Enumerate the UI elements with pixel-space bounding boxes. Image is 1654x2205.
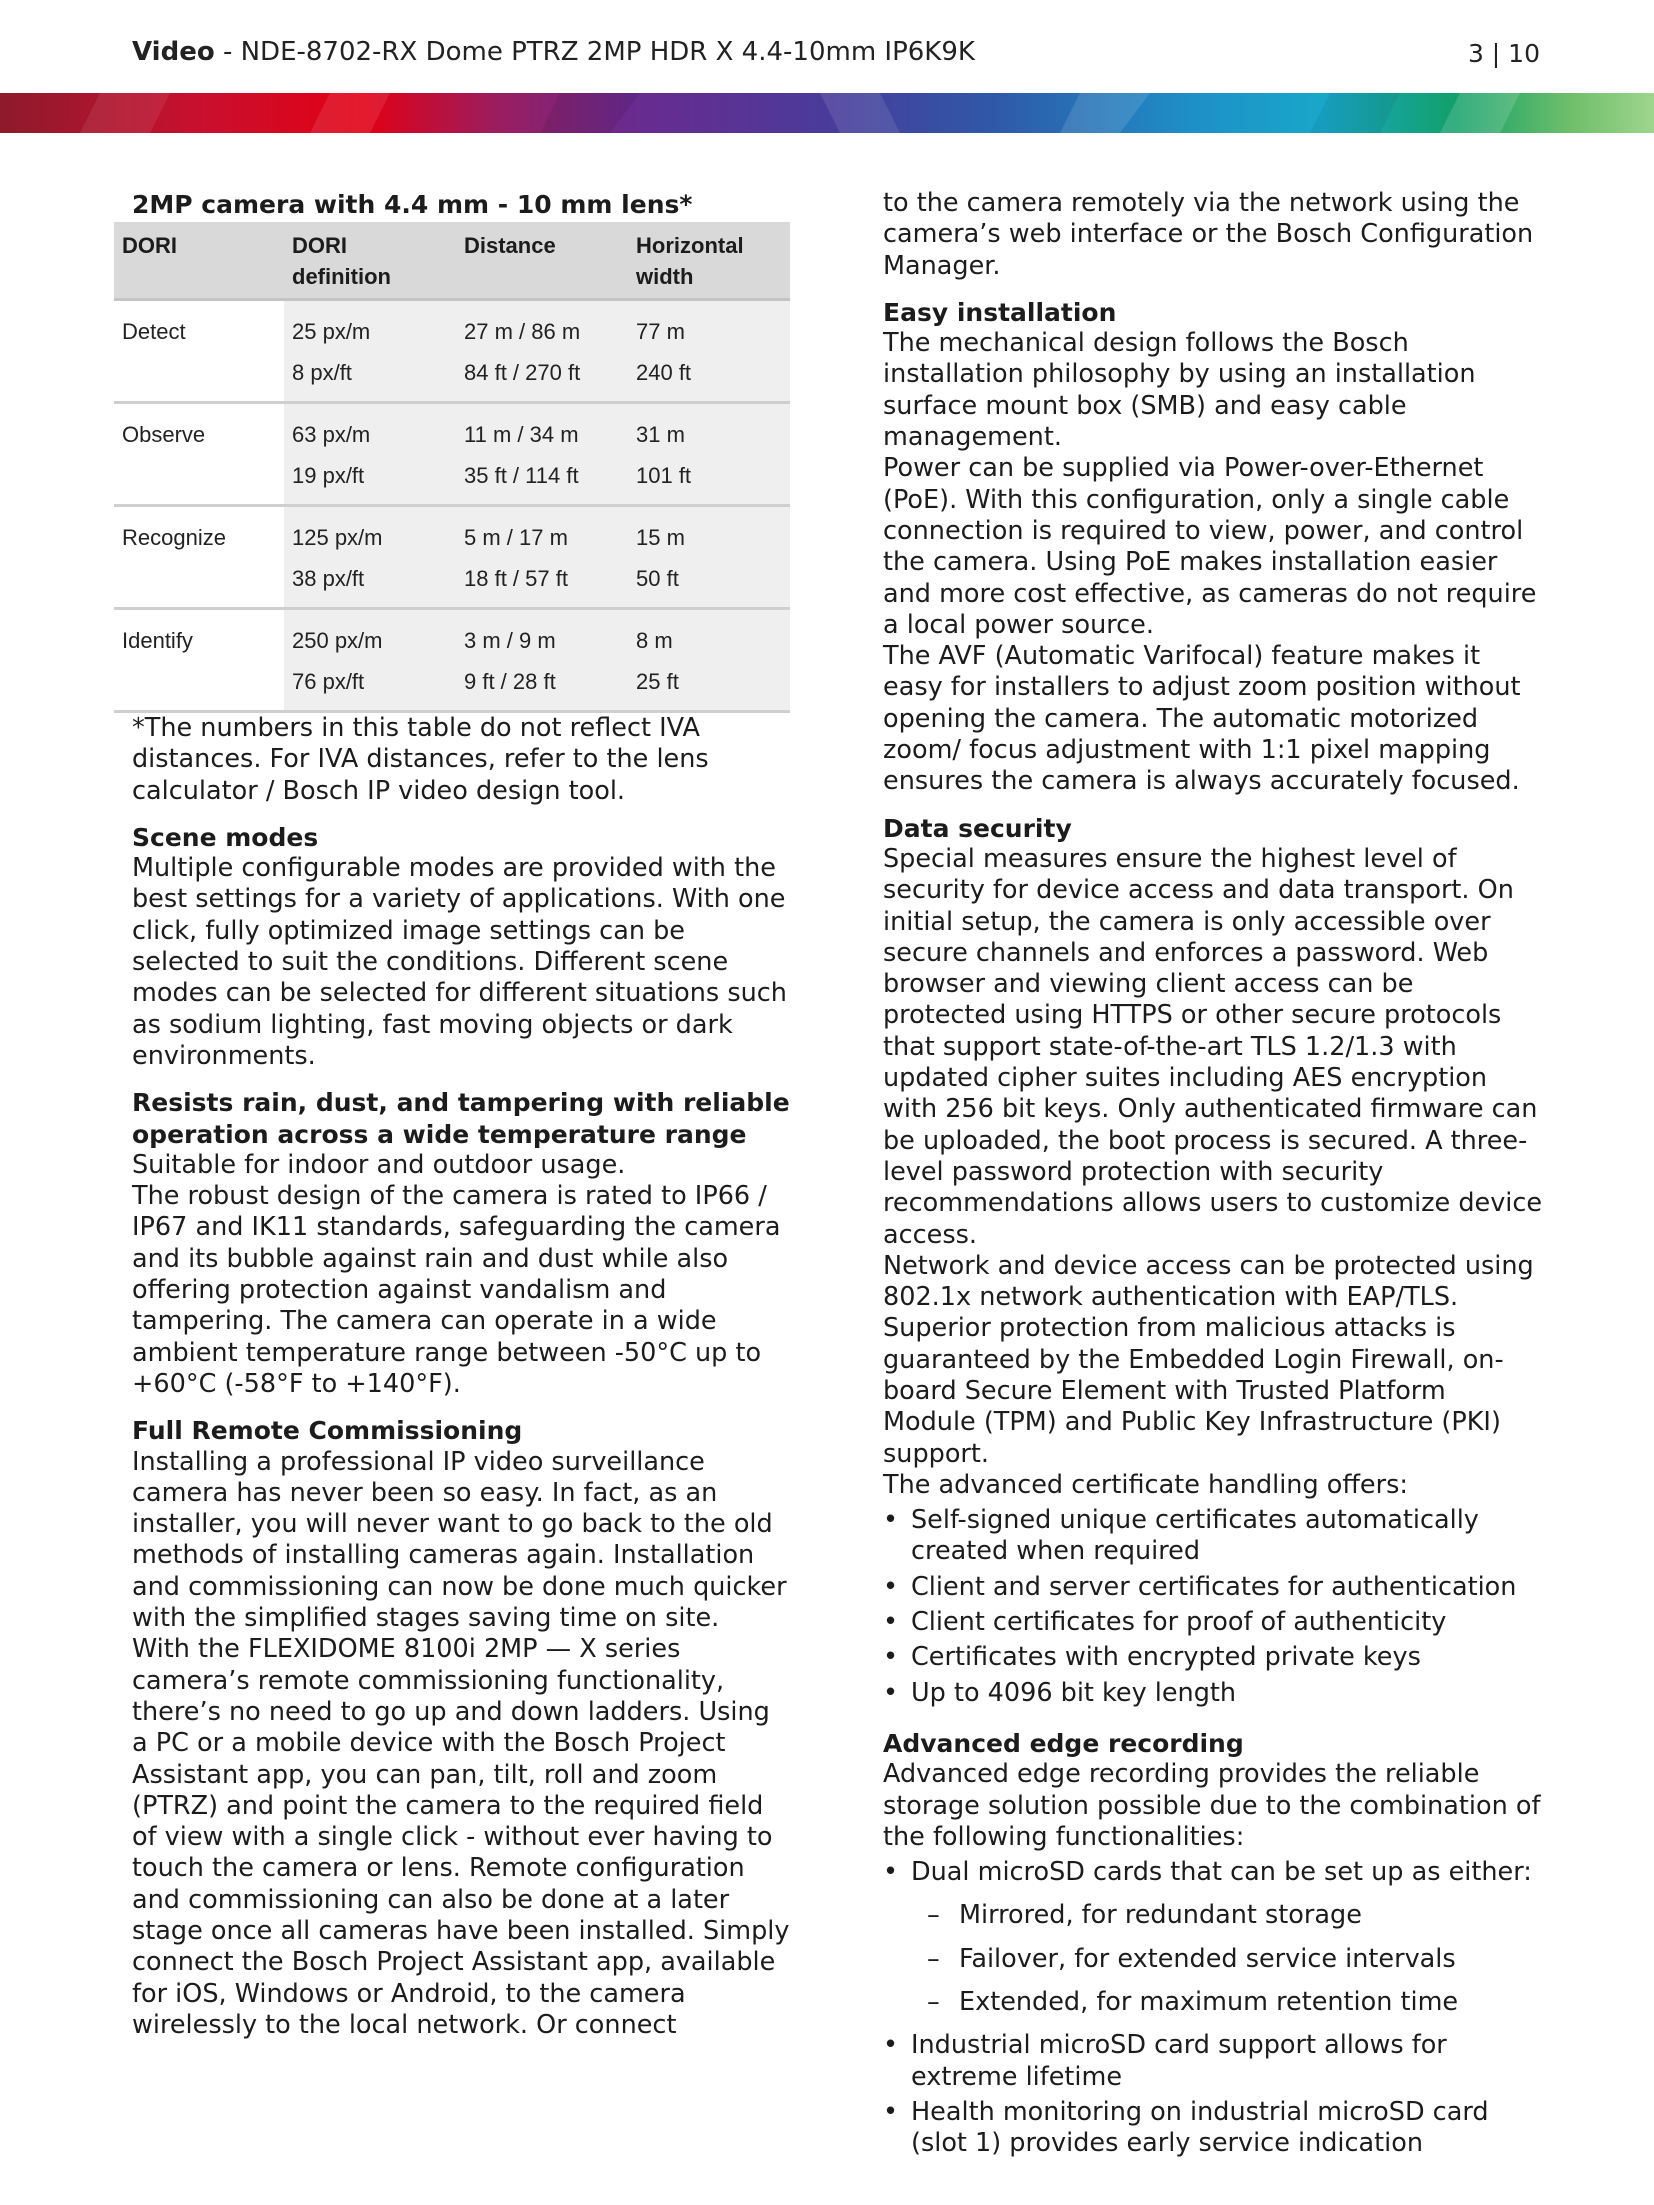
list-item: • Industrial microSD card support allows for extreme lifetime [883, 2030, 1543, 2093]
paragraph: Power can be supplied via Power-over-Ethernet (PoE). With this configuration, only a single cable connection is required to view, power, and control the camera. Using PoE makes installation easier and more cost effective, as cameras do not require a local power source. [883, 453, 1537, 640]
table-header-cell: DORI [114, 222, 284, 300]
list-item: • Up to 4096 bit key length [883, 1678, 1543, 1709]
section-heading-data-security: Data security [883, 813, 1072, 843]
dori-distance [456, 403, 628, 506]
paragraph: With the FLEXIDOME 8100i 2MP — X series camera’s remote commissioning functionality, there’s no need to go up and down ladders. Using a PC or a mobile device with the Bosch Project Assistant app, you can pan, tilt, roll and zoom (PTRZ) and point the camera to the required field of view with a single click - without ever having to touch the camera or lens. Remote configuration and commissioning can also be done at a later stage once all cameras have been installed. Simply connect the Bosch Project Assistant app, available for iOS, Windows or Android, to the camera wirelessly to the local network. Or connect [132, 1634, 790, 2040]
definition-metric: 250 px/m [292, 628, 383, 653]
definition-imperial: 38 px/ft [292, 566, 365, 591]
dori-distance [456, 609, 628, 712]
storage-mode-list [883, 1900, 1543, 2018]
dori-width [628, 300, 790, 403]
definition-metric: 25 px/m [292, 319, 371, 344]
list-item: • Client and server certificates for authentication [883, 1572, 1543, 1603]
dori-level: Detect [114, 300, 284, 403]
list-item: • Health monitoring on industrial microSD card (slot 1) provides early service indication [883, 2097, 1543, 2160]
definition-imperial: 19 px/ft [292, 463, 365, 488]
paragraph: Advanced edge recording provides the reliable storage solution possible due to the combination of the following functionalities: [883, 1759, 1541, 1852]
paragraph: Multiple configurable modes are provided with the best settings for a variety of applications. With one click, fully optimized image settings can be selected to suit the conditions. Different scene modes can be selected for different situations such as sodium lighting, fast moving objects or dark environments. [132, 853, 787, 1071]
section-heading-edge-recording: Advanced edge recording [883, 1728, 1244, 1758]
width-imperial: 240 ft [636, 360, 692, 385]
dori-level: Identify [114, 609, 284, 712]
table-row [114, 403, 790, 506]
list-item-text: Dual microSD cards that can be set up as either: [911, 1857, 1532, 1888]
paragraph: The mechanical design follows the Bosch installation philosophy by using an installation surface mount box (SMB) and easy cable management. [883, 328, 1476, 453]
width-metric: 8 m [636, 628, 673, 653]
paragraph: Installing a professional IP video surveillance camera has never been so easy. In fact, as an installer, you will never want to go back to the old methods of installing cameras again. Installation and commissioning can now be done much quicker with the simplified stages saving time on site. [132, 1446, 787, 1634]
width-metric: 77 m [636, 319, 685, 344]
dori-definition [284, 609, 456, 712]
paragraph: Special measures ensure the highest level of security for device access and data transport. On initial setup, the camera is only accessible over secure channels and enforces a password. Web browser and viewing client access can be protected using HTTPS or other secure protocols that support state-of-the-art TLS 1.2/1.3 with updated cipher suites including AES encryption with 256 bit keys. Only authenticated firmware can be uploaded, the boot process is secured. A three-level password protection with security recommendations allows users to customize device access. [883, 843, 1543, 1250]
width-imperial: 50 ft [636, 566, 679, 591]
distance-imperial: 18 ft / 57 ft [464, 566, 568, 591]
list-item: • Client certificates for proof of authenticity [883, 1607, 1543, 1638]
list-item [883, 1857, 1543, 2018]
list-subitem: – Extended, for maximum retention time [883, 1987, 1543, 2018]
table-row [114, 300, 790, 403]
table-row [114, 506, 790, 609]
paragraph: The AVF (Automatic Varifocal) feature makes it easy for installers to adjust zoom position without opening the camera. The automatic motorized zoom/ focus adjustment with 1:1 pixel mapping ensures the camera is always accurately focused. [883, 641, 1521, 797]
list-subitem: – Failover, for extended service intervals [883, 1944, 1543, 1975]
paragraph: Network and device access can be protected using 802.1x network authentication with EAP/TLS. [883, 1250, 1534, 1313]
distance-imperial: 35 ft / 114 ft [464, 463, 579, 488]
document-title [132, 34, 975, 70]
dori-distance [456, 506, 628, 609]
distance-imperial: 84 ft / 270 ft [464, 360, 581, 385]
dori-level: Recognize [114, 506, 284, 609]
paragraph: to the camera remotely via the network using the camera’s web interface or the Bosch Configuration Manager. [883, 188, 1534, 281]
width-metric: 15 m [636, 525, 685, 550]
section-heading-scene-modes: Scene modes [132, 822, 319, 852]
dori-definition [284, 506, 456, 609]
document-title-product: - NDE-8702-RX Dome PTRZ 2MP HDR X 4.4-10mm IP6K9K [214, 37, 975, 67]
paragraph: The advanced certificate handling offers: [883, 1469, 1408, 1500]
list-subitem: – Mirrored, for redundant storage [883, 1900, 1543, 1931]
definition-imperial: 8 px/ft [292, 360, 352, 385]
section-heading-resists-rain: Resists rain, dust, and tampering with reliable operation across a wide temperature range [132, 1088, 790, 1149]
list-item: • Self-signed unique certificates automatically created when required [883, 1505, 1543, 1568]
definition-metric: 63 px/m [292, 422, 371, 447]
width-metric: 31 m [636, 422, 685, 447]
section-heading-easy-installation: Easy installation [883, 297, 1117, 327]
brand-color-band [0, 93, 1654, 133]
distance-imperial: 9 ft / 28 ft [464, 669, 556, 694]
table-header-cell: Horizontal width [628, 222, 790, 300]
dori-width [628, 609, 790, 712]
right-column [883, 188, 1543, 2164]
distance-metric: 11 m / 34 m [464, 422, 579, 447]
table-row [114, 609, 790, 712]
dori-definition [284, 300, 456, 403]
dori-level: Observe [114, 403, 284, 506]
section-heading-remote-commissioning: Full Remote Commissioning [132, 1416, 523, 1446]
page-header [132, 34, 1540, 74]
paragraph: Superior protection from malicious attacks is guaranteed by the Embedded Login Firewall, on-board Secure Element with Trusted Platform Module (TPM) and Public Key Infrastructure (PKI) support. [883, 1313, 1504, 1469]
dori-distance [456, 300, 628, 403]
left-column [122, 188, 792, 2041]
table-header-cell: Distance [456, 222, 628, 300]
edge-recording-list [883, 1857, 1543, 2159]
list-item: • Certificates with encrypted private keys [883, 1642, 1543, 1673]
certificate-list [883, 1505, 1543, 1709]
definition-metric: 125 px/m [292, 525, 383, 550]
table-title: 2MP camera with 4.4 mm - 10 mm lens* [132, 190, 693, 219]
distance-metric: 27 m / 86 m [464, 319, 581, 344]
width-imperial: 25 ft [636, 669, 679, 694]
dori-width [628, 403, 790, 506]
distance-metric: 5 m / 17 m [464, 525, 568, 550]
dori-width [628, 506, 790, 609]
dori-table [114, 222, 790, 713]
dori-definition [284, 403, 456, 506]
definition-imperial: 76 px/ft [292, 669, 365, 694]
table-header-row [114, 222, 790, 300]
table-header-cell: DORI definition [284, 222, 456, 300]
width-imperial: 101 ft [636, 463, 692, 488]
paragraph: The robust design of the camera is rated to IP66 / IP67 and IK11 standards, safeguarding the camera and its bubble against rain and dust while also offering protection against vandalism and tampering. The camera can operate in a wide ambient temperature range between -50°C up to +60°C (-58°F to +140°F). [132, 1181, 781, 1399]
paragraph: Suitable for indoor and outdoor usage. [132, 1149, 626, 1180]
table-footnote: *The numbers in this table do not reflect IVA distances. For IVA distances, refer to the lens calculator / Bosch IP video design tool. [132, 713, 709, 806]
distance-metric: 3 m / 9 m [464, 628, 556, 653]
page-number: 3 | 10 [1467, 39, 1540, 68]
document-title-category: Video [132, 37, 215, 67]
